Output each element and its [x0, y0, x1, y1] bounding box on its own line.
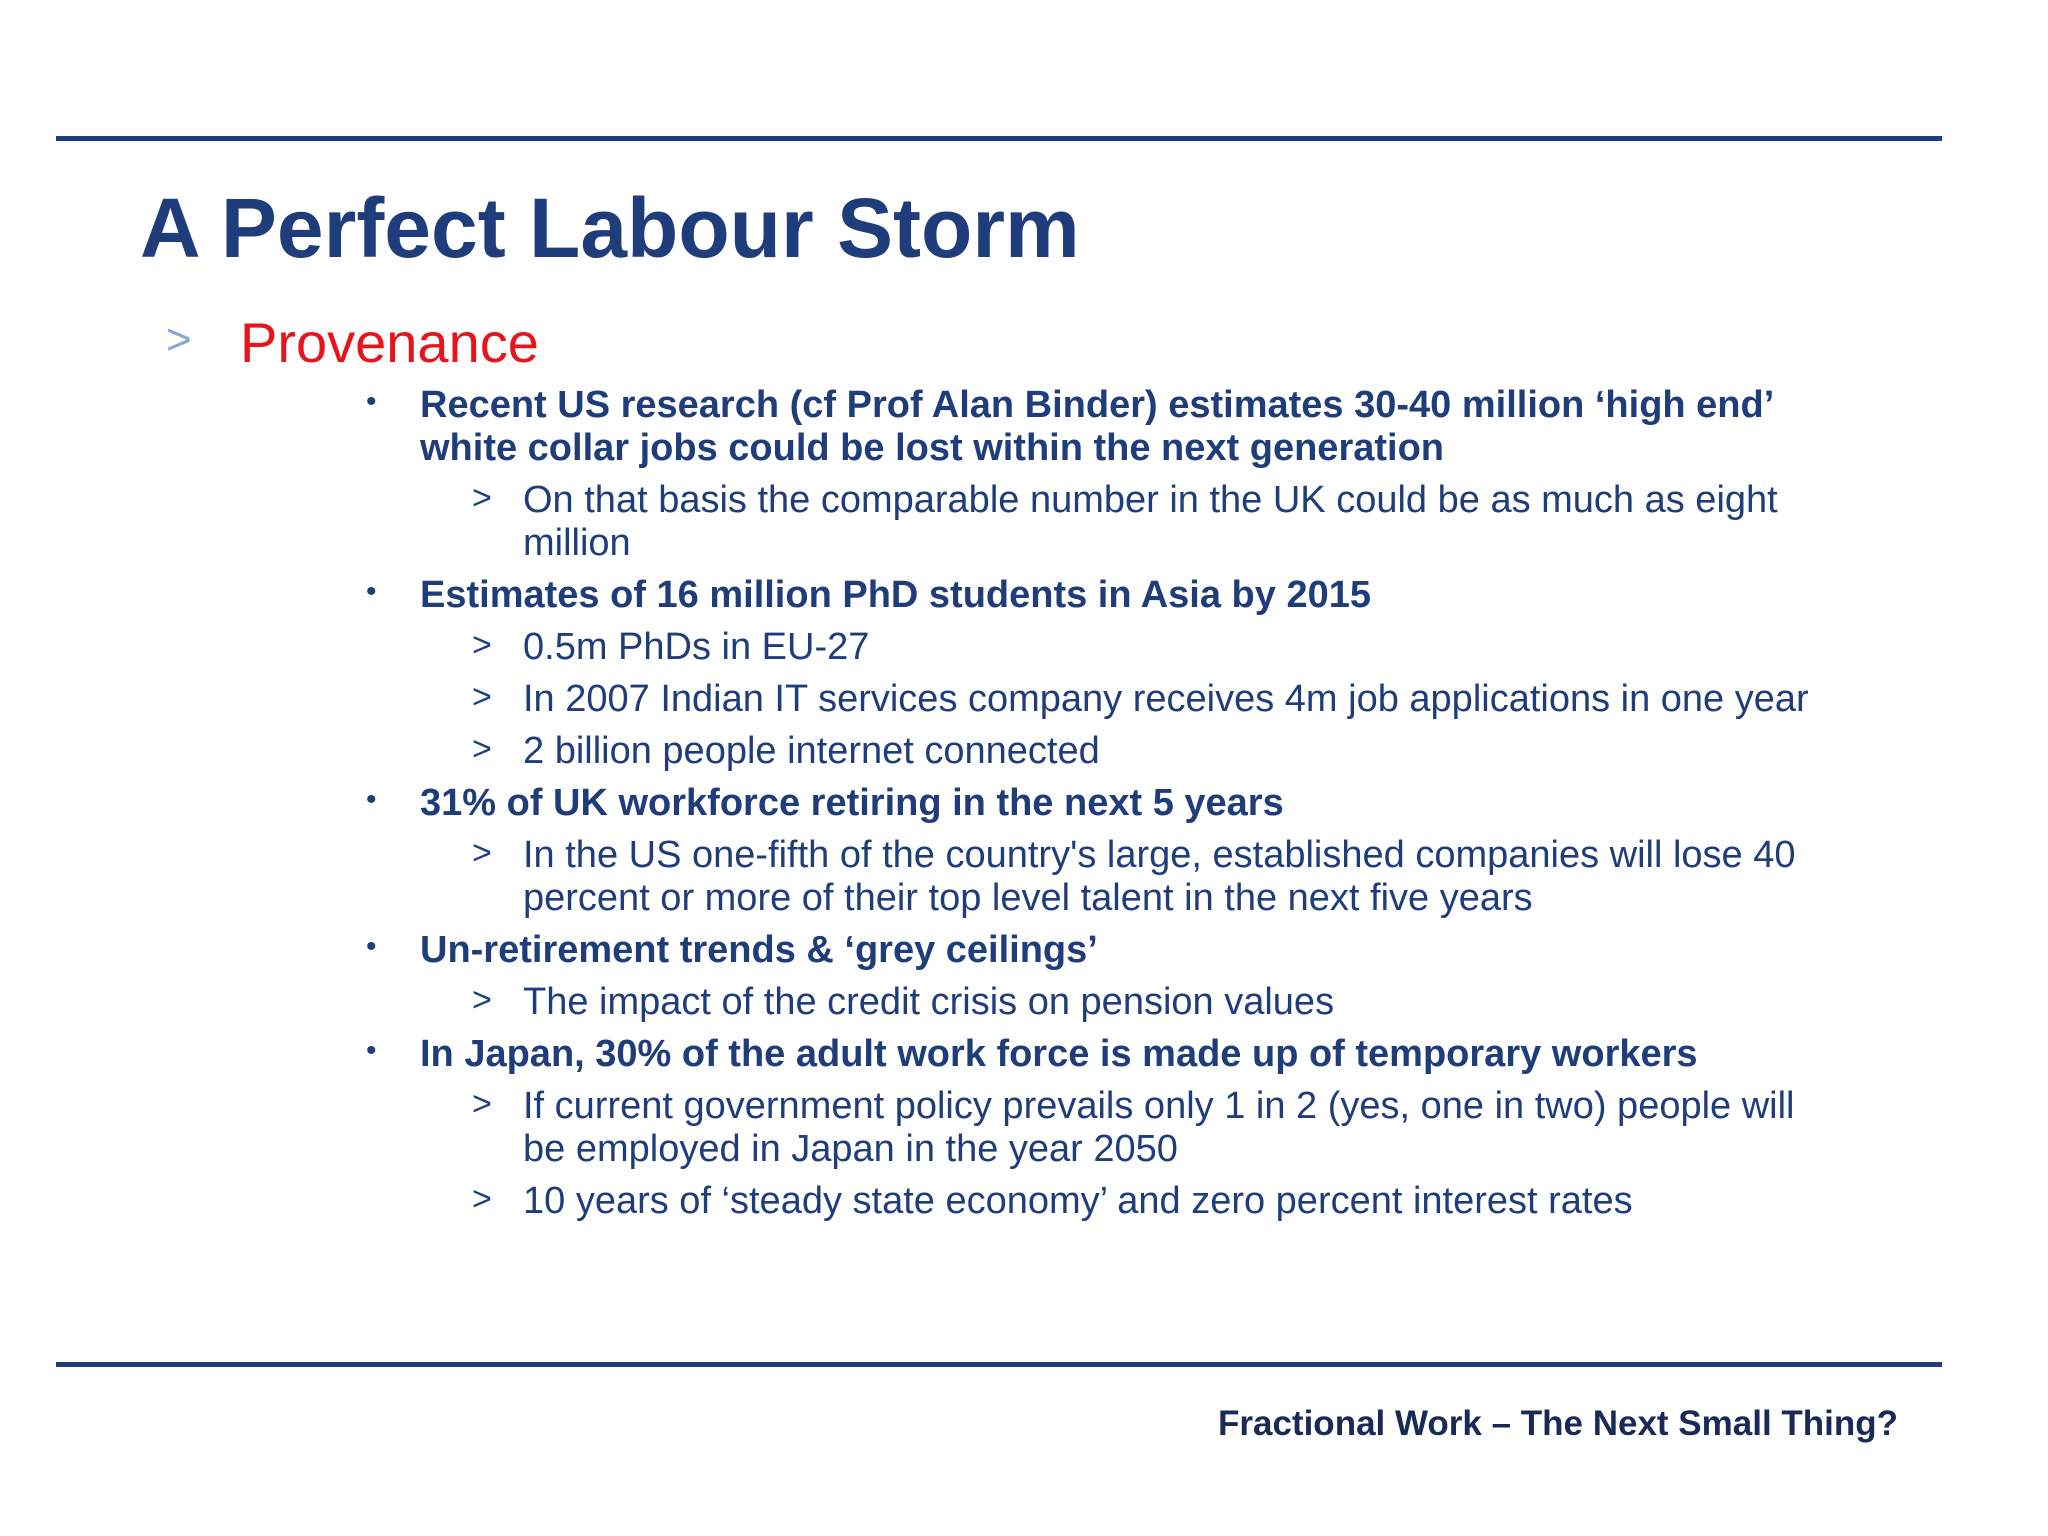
sub-bullet-text: 10 years of ‘steady state economy’ and zero percent interest rates [523, 1180, 1633, 1222]
sub-bullet-item [360, 1085, 1820, 1171]
sub-bullet-text: The impact of the credit crisis on pension values [523, 981, 1335, 1023]
sub-bullet-item [360, 1180, 1820, 1223]
bullet-text: In Japan, 30% of the adult work force is made up of temporary workers [420, 1033, 1698, 1075]
chevron-right-icon: > [472, 981, 492, 1019]
sub-bullet-item [360, 981, 1820, 1024]
bullet-text: Estimates of 16 million PhD students in Asia by 2015 [420, 574, 1371, 616]
bullet-item [360, 782, 1820, 825]
bullet-item [360, 929, 1820, 972]
chevron-right-icon: > [472, 730, 492, 768]
sub-bullet-item [360, 834, 1820, 920]
bullet-icon: • [366, 575, 377, 608]
sub-bullet-item [360, 678, 1820, 721]
sub-bullet-text: 2 billion people internet connected [523, 730, 1100, 772]
footer-caption: Fractional Work – The Next Small Thing? [1218, 1404, 1899, 1443]
bullet-text: Recent US research (cf Prof Alan Binder) estimates 30-40 million ‘high end’ white collar jobs could be lost within the next generation [420, 384, 1773, 469]
bullet-list [360, 384, 1820, 1223]
sub-bullet-text: In 2007 Indian IT services company receives 4m job applications in one year [523, 678, 1809, 720]
bottom-divider [56, 1362, 1942, 1367]
chevron-right-icon: > [472, 1085, 492, 1123]
chevron-right-icon: > [472, 479, 492, 517]
sub-bullet-item [360, 626, 1820, 669]
chevron-right-icon: > [472, 1180, 492, 1218]
bullet-icon: • [366, 783, 377, 816]
section-heading: Provenance [240, 311, 539, 374]
top-divider [56, 136, 1942, 141]
bullet-item [360, 1033, 1820, 1076]
sub-bullet-text: In the US one-fifth of the country's large, established companies will lose 40 percent or more of their top level talent in the next five years [523, 834, 1796, 919]
bullet-text: Un-retirement trends & ‘grey ceilings’ [420, 929, 1098, 971]
chevron-right-icon: > [472, 678, 492, 716]
bullet-icon: • [366, 385, 377, 418]
sub-bullet-text: 0.5m PhDs in EU-27 [523, 626, 870, 668]
bullet-text: 31% of UK workforce retiring in the next 5 years [420, 782, 1284, 824]
bullet-item [360, 574, 1820, 617]
sub-bullet-item [360, 479, 1820, 565]
bullet-icon: • [366, 1034, 377, 1067]
bullet-icon: • [366, 930, 377, 963]
slide-title: A Perfect Labour Storm [140, 181, 1080, 275]
chevron-right-icon: > [472, 626, 492, 664]
sub-bullet-text: On that basis the comparable number in the UK could be as much as eight million [523, 479, 1778, 564]
bullet-item [360, 384, 1820, 470]
sub-bullet-text: If current government policy prevails only 1 in 2 (yes, one in two) people will be employed in Japan in the year 2050 [523, 1085, 1795, 1170]
chevron-right-icon: > [166, 315, 192, 364]
chevron-right-icon: > [472, 834, 492, 872]
sub-bullet-item [360, 730, 1820, 773]
